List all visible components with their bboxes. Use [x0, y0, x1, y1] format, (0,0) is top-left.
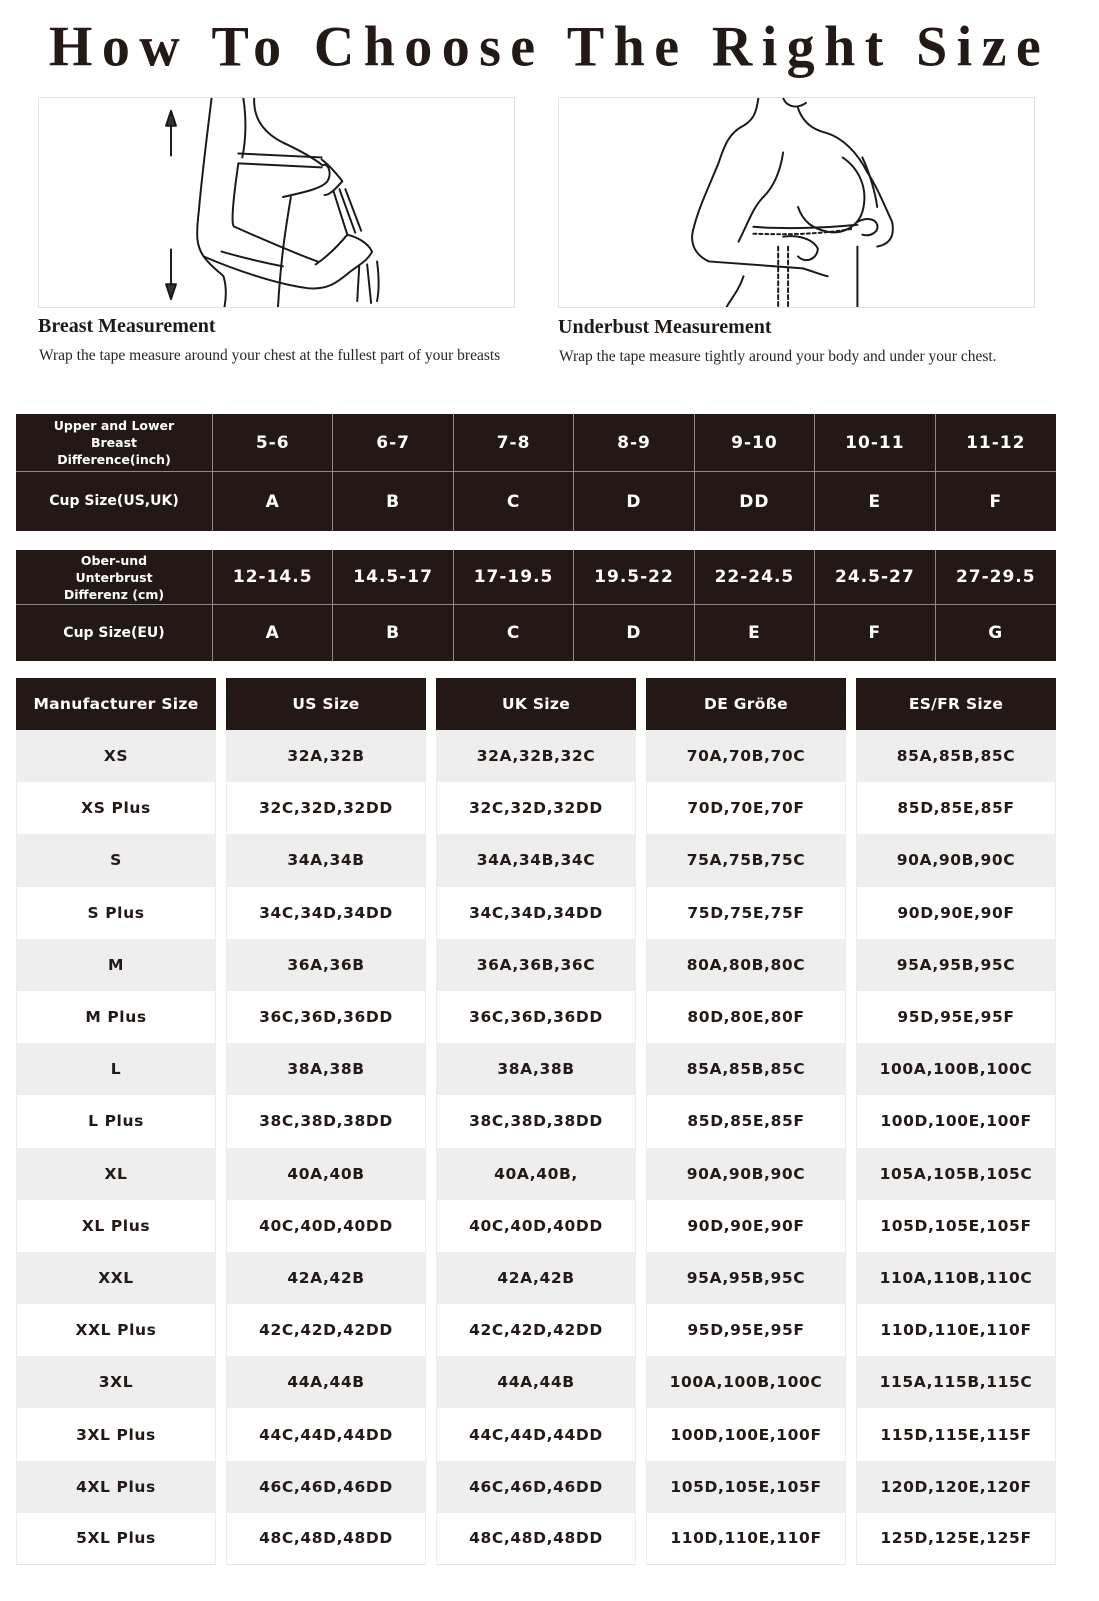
- breast-measurement-heading: Breast Measurement: [38, 315, 216, 337]
- size-value-cell: 75A,75B,75C: [646, 834, 846, 886]
- size-value-cell: 48C,48D,48DD: [436, 1513, 636, 1565]
- cup-cell: DD: [695, 472, 815, 531]
- size-value-cell: 32C,32D,32DD: [436, 782, 636, 834]
- size-label-cell: S: [16, 834, 216, 886]
- size-value-cell: 40A,40B: [226, 1148, 426, 1200]
- size-value-cell: 44A,44B: [226, 1356, 426, 1408]
- underbust-measurement-description: Wrap the tape measure tightly around your body and under your chest.: [559, 348, 997, 365]
- cup-cell: A: [213, 605, 333, 661]
- cup-cell: E: [695, 605, 815, 661]
- size-value-cell: 105D,105E,105F: [646, 1461, 846, 1513]
- size-value-cell: 95A,95B,95C: [856, 939, 1056, 991]
- size-value-cell: 100A,100B,100C: [856, 1043, 1056, 1095]
- size-label-cell: L: [16, 1043, 216, 1095]
- difference-cell: 9-10: [695, 414, 815, 472]
- cup-cell: F: [815, 605, 935, 661]
- size-label-cell: L Plus: [16, 1095, 216, 1147]
- size-value-cell: 90D,90E,90F: [646, 1200, 846, 1252]
- size-value-cell: 36A,36B,36C: [436, 939, 636, 991]
- difference-cell: 19.5-22: [574, 550, 694, 605]
- size-value-cell: 36A,36B: [226, 939, 426, 991]
- size-label-cell: 3XL: [16, 1356, 216, 1408]
- size-value-cell: 42C,42D,42DD: [226, 1304, 426, 1356]
- breast-measurement-description: Wrap the tape measure around your chest at the fullest part of your breasts: [39, 347, 501, 364]
- size-value-cell: 38C,38D,38DD: [436, 1095, 636, 1147]
- cup-cell: C: [454, 472, 574, 531]
- size-value-cell: 85D,85E,85F: [856, 782, 1056, 834]
- size-value-cell: 95A,95B,95C: [646, 1252, 846, 1304]
- cup-size-table-eu: [16, 550, 1056, 661]
- difference-cell: 10-11: [815, 414, 935, 472]
- size-value-cell: 38A,38B: [226, 1043, 426, 1095]
- size-value-cell: 70A,70B,70C: [646, 730, 846, 782]
- size-value-cell: 34C,34D,34DD: [436, 887, 636, 939]
- size-label-cell: S Plus: [16, 887, 216, 939]
- size-value-cell: 110D,110E,110F: [646, 1513, 846, 1565]
- size-value-cell: 80D,80E,80F: [646, 991, 846, 1043]
- size-label-cell: XXL Plus: [16, 1304, 216, 1356]
- us-size-column: [226, 678, 426, 1565]
- size-value-cell: 38A,38B: [436, 1043, 636, 1095]
- size-value-cell: 105A,105B,105C: [856, 1148, 1056, 1200]
- row-label-cup-size-eu: Cup Size(EU): [16, 605, 213, 661]
- cup-size-table-us-uk: [16, 414, 1056, 531]
- size-value-cell: 95D,95E,95F: [856, 991, 1056, 1043]
- size-label-cell: XXL: [16, 1252, 216, 1304]
- column-header: DE Größe: [646, 678, 846, 730]
- size-value-cell: 95D,95E,95F: [646, 1304, 846, 1356]
- difference-cell: 11-12: [936, 414, 1056, 472]
- cup-cell: C: [454, 605, 574, 661]
- cup-cell: D: [574, 605, 694, 661]
- size-value-cell: 40A,40B,: [436, 1148, 636, 1200]
- size-value-cell: 34A,34B: [226, 834, 426, 886]
- size-label-cell: XS Plus: [16, 782, 216, 834]
- manufacturer-size-column: [16, 678, 216, 1565]
- difference-cell: 6-7: [333, 414, 453, 472]
- column-header: ES/FR Size: [856, 678, 1056, 730]
- difference-cell: 22-24.5: [695, 550, 815, 605]
- size-label-cell: M: [16, 939, 216, 991]
- cup-cell: B: [333, 605, 453, 661]
- column-header: US Size: [226, 678, 426, 730]
- difference-cell: 24.5-27: [815, 550, 935, 605]
- difference-cell: 14.5-17: [333, 550, 453, 605]
- size-value-cell: 75D,75E,75F: [646, 887, 846, 939]
- column-header: UK Size: [436, 678, 636, 730]
- difference-cell: 27-29.5: [936, 550, 1056, 605]
- column-header: Manufacturer Size: [16, 678, 216, 730]
- difference-cell: 17-19.5: [454, 550, 574, 605]
- size-value-cell: 90A,90B,90C: [646, 1148, 846, 1200]
- cup-cell: A: [213, 472, 333, 531]
- underbust-measurement-heading: Underbust Measurement: [558, 316, 772, 338]
- size-label-cell: XL Plus: [16, 1200, 216, 1252]
- size-value-cell: 100D,100E,100F: [856, 1095, 1056, 1147]
- size-value-cell: 42A,42B: [226, 1252, 426, 1304]
- size-value-cell: 40C,40D,40DD: [436, 1200, 636, 1252]
- size-value-cell: 115A,115B,115C: [856, 1356, 1056, 1408]
- cup-cell: F: [989, 491, 1003, 512]
- page-title: How To Choose The Right Size: [48, 15, 1051, 79]
- es-fr-size-column: [856, 678, 1056, 1565]
- size-value-cell: 120D,120E,120F: [856, 1461, 1056, 1513]
- difference-cell: 8-9: [574, 414, 694, 472]
- size-value-cell: 44A,44B: [436, 1356, 636, 1408]
- size-value-cell: 32A,32B: [226, 730, 426, 782]
- size-value-cell: 105D,105E,105F: [856, 1200, 1056, 1252]
- size-label-cell: M Plus: [16, 991, 216, 1043]
- size-value-cell: 36C,36D,36DD: [226, 991, 426, 1043]
- size-value-cell: 110D,110E,110F: [856, 1304, 1056, 1356]
- size-value-cell: 42A,42B: [436, 1252, 636, 1304]
- size-value-cell: 48C,48D,48DD: [226, 1513, 426, 1565]
- size-value-cell: 110A,110B,110C: [856, 1252, 1056, 1304]
- size-value-cell: 40C,40D,40DD: [226, 1200, 426, 1252]
- size-value-cell: 80A,80B,80C: [646, 939, 846, 991]
- cup-cell: B: [333, 472, 453, 531]
- size-value-cell: 46C,46D,46DD: [226, 1461, 426, 1513]
- size-value-cell: 34C,34D,34DD: [226, 887, 426, 939]
- difference-cell: 12-14.5: [213, 550, 333, 605]
- size-value-cell: 38C,38D,38DD: [226, 1095, 426, 1147]
- row-label-difference-cm: Ober-und Unterbrust Differenz (cm): [16, 550, 213, 605]
- size-label-cell: XL: [16, 1148, 216, 1200]
- size-value-cell: 85A,85B,85C: [646, 1043, 846, 1095]
- row-label-cup-size-us-uk: Cup Size(US,UK): [16, 472, 213, 531]
- difference-cell: 5-6: [213, 414, 333, 472]
- uk-size-column: [436, 678, 636, 1565]
- cup-cell: G: [988, 623, 1004, 643]
- size-value-cell: 115D,115E,115F: [856, 1408, 1056, 1460]
- difference-cell: 7-8: [454, 414, 574, 472]
- size-label-cell: XS: [16, 730, 216, 782]
- row-label-difference-inch: Upper and Lower Breast Difference(inch): [16, 414, 213, 472]
- cup-cell: E: [815, 472, 935, 531]
- size-value-cell: 100A,100B,100C: [646, 1356, 846, 1408]
- size-value-cell: 125D,125E,125F: [856, 1513, 1056, 1565]
- size-label-cell: 4XL Plus: [16, 1461, 216, 1513]
- size-label-cell: 5XL Plus: [16, 1513, 216, 1565]
- size-value-cell: 44C,44D,44DD: [436, 1408, 636, 1460]
- size-value-cell: 32A,32B,32C: [436, 730, 636, 782]
- size-value-cell: 32C,32D,32DD: [226, 782, 426, 834]
- breast-measurement-illustration: [38, 97, 515, 308]
- size-value-cell: 85A,85B,85C: [856, 730, 1056, 782]
- de-size-column: [646, 678, 846, 1565]
- size-value-cell: 90A,90B,90C: [856, 834, 1056, 886]
- size-value-cell: 46C,46D,46DD: [436, 1461, 636, 1513]
- underbust-measurement-illustration: [558, 97, 1035, 308]
- double-arrow-icon: [166, 111, 176, 299]
- size-value-cell: 44C,44D,44DD: [226, 1408, 426, 1460]
- size-value-cell: 100D,100E,100F: [646, 1408, 846, 1460]
- size-value-cell: 42C,42D,42DD: [436, 1304, 636, 1356]
- size-value-cell: 36C,36D,36DD: [436, 991, 636, 1043]
- size-value-cell: 70D,70E,70F: [646, 782, 846, 834]
- cup-cell: D: [574, 472, 694, 531]
- size-value-cell: 85D,85E,85F: [646, 1095, 846, 1147]
- size-value-cell: 90D,90E,90F: [856, 887, 1056, 939]
- size-label-cell: 3XL Plus: [16, 1408, 216, 1460]
- size-value-cell: 34A,34B,34C: [436, 834, 636, 886]
